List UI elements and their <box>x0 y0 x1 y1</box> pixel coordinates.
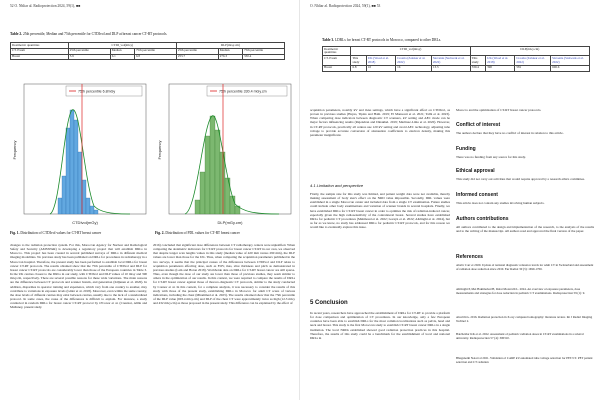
table-cell[interactable]: Slovenia (Stolwerk et al. 2022) <box>551 56 590 65</box>
bar <box>62 176 66 214</box>
table-cell: 6.8 <box>134 54 176 60</box>
bar <box>78 152 82 214</box>
section-heading: 5 Conclusion <box>310 300 348 306</box>
table-cell: 276.3 <box>218 54 242 60</box>
table-cell[interactable]: Slovenia (Stolwerk et al. 2022) <box>431 56 470 65</box>
table-cell[interactable]: UK (Wood et al. 2018) <box>486 56 515 65</box>
table-cell: This study <box>351 56 366 65</box>
table-cell: Dosimetric quantities <box>323 47 351 56</box>
bar <box>90 206 94 214</box>
table-cell: DLP(mGy.cm) <box>470 47 589 56</box>
histogram-ctdi <box>10 80 150 228</box>
table-cell: 75th percentile <box>243 48 285 54</box>
section-heading: Conflict of interest <box>456 122 501 128</box>
table-cell[interactable]: Croatia (Zalokar et al. 2022) <box>515 56 551 65</box>
bar <box>74 120 78 214</box>
table-cell: 10 <box>366 65 395 71</box>
body-text-column-2: Morocco and the optimization of CT-RT breast cancer protocols. <box>456 108 542 112</box>
body-text-column-1b: Firstly, the sample size for this study was limited, and patient weight data were not available, thereby making assessment of body size's effect on the NRD value impossible. Secondly, DRL values were established in a single Moroccan center and included data from a single CT examination. Future studies could include other body examinations and variation of scanner brands in several hospitals. Finally, we have established DRLs for CT-RT breast cancer in order to optimize the risk of radiation-induced cancer, especially given the high radiosensitivity of the contralateral breast. Several studies have established DRLs for pediatric CT procedures (Mahmoud et al. 2022; Gorsyn et al. 2022; AKlinghi et al. 2024), but as far as we know, no study has addressed DRLs for pediatric CT-RT protocols, and for this reason we would like to eventually explore this issue. <box>310 192 450 230</box>
bar <box>82 180 86 214</box>
table-cell: 16 <box>396 65 432 71</box>
table-cell: CTDI_vol(mGy) <box>68 43 176 49</box>
bar <box>210 116 215 214</box>
table-cell: 253.7 <box>176 54 218 60</box>
body-text-column-1: acquisition parameters, notably kV and mAs settings, which have a significant effect on CTDIvol, as proven in previous studies (Hayes, Tipnis and Hahi. 2019; El Mansouri et al. 2021; Talbi et al. 2023). When comparing dose indicators between diagnostic CT scanners, kV setting and AEC mode can be major factors influencing results (Rajendran and Dinakhel. 2019; Martinez-Lima et al. 2020). However, in CT-RT protocols, practically all centres use 120 kV setting and avoid AEC technology, adjusting tube voltage to provide accurate conversion of attenuation coefficients to electron density, making this parameter insignificant. <box>310 108 450 137</box>
table-cell: CT. Exam <box>11 48 69 54</box>
figure-2-caption: Fig. 2. Distribution of PDL values for CT-RT breast cancer <box>155 231 240 235</box>
reference-item: Abeltc Carr et 2020. Update of national diagnostic reference levels for adult CT in Switzerland and assessment of radiation dose reduction since 2010. Eur Radiol 30 (3): 1690-1700. <box>456 264 594 271</box>
bar <box>200 172 205 214</box>
table-cell: Breast <box>323 65 351 71</box>
table-cell: CT. Exam <box>323 56 351 65</box>
table3-caption: Table 3. LDRLs for breast CT-RT protocols in Morocco, compared to other DRLs. <box>322 38 442 42</box>
body-text-column-1c: In recent years, researchers have approached the establishment of DRLs for CT-RT to provide a platform for dose comparison and optimization of CT procedures. In our knowledge, only a few European countries have been able to establish DRLs for the most common localizations such as pelvis, head and neck and breast. This study is the first Moroccan study to establish CT-RT breast cancer DRLs in a single institution. The local NRDs established showed good radiation protection practices in this hospital. Therefore, the results of this study could be a benchmark for the establishment of local and national DRLs in <box>310 311 450 340</box>
reference-item: Alsafi KG. 2016. Radiation protection in X-ray computed tomography: literature review. Int J Radiol Imaging Technol 2. <box>456 316 593 323</box>
table-cell[interactable]: Croatia (Zalokar et al. 2022) <box>396 56 432 65</box>
paragraph: The authors declare that they have no conflict of interest in relation to this article. <box>456 131 564 135</box>
table2 <box>10 42 285 60</box>
reference-item: AKlinghi P, Mei Hakimabad H, Rafat Motavalli L. 2024. An overview of exposure parameters, dose measurements and strategies for dose reduction in pediatric CT examinations. Radioprotection 59 (1): 9. <box>456 288 586 295</box>
bar <box>66 128 70 214</box>
figure-label: 75th percentile 6.8mGy <box>78 89 116 94</box>
table-cell: 390 <box>486 65 515 71</box>
right-page <box>300 0 600 400</box>
table-cell: 13.3 <box>431 65 470 71</box>
reference-item: Batcheldor KK et al. 2022. Assessment of pediatric radiation doses in CT-RT examinations in a referral university. Radioprotection 57 (4): 300310. <box>456 333 584 340</box>
paragraph: All authors contributed to the design and implementation of the research, to the analysis of the results and to the writing of the manuscript. All authors read and approved the final version of the paper. <box>456 225 594 234</box>
y-axis-label: Frequency <box>157 140 162 160</box>
bar <box>58 198 62 214</box>
figure-1 <box>10 80 150 228</box>
table-cell: Median <box>218 48 242 54</box>
section-heading: Ethical approval <box>456 168 495 174</box>
bar <box>86 198 90 214</box>
bar <box>94 210 98 214</box>
paragraph: This article does not contain any studies involving human subjects. <box>456 201 545 205</box>
body-text-column-1: changes to the radiation protection system. For this, Moroccan Agency for Nuclear and Radiological Safety and Security (AMSSNuR) is developing a regulatory project that will establish DRLs in Morocco. This project has been created in several published surveys of DRLs in different medical imaging modalities. No previous study has been published on DRLs for procedures in radiotherapy in a Moroccan hospital. Therefore, the present study has been performed to establish local DRLs for breast cancer CT-RT protocols. The results obtained show that the 75th percentile of CTDIvol and DLP for breast cancer CT-RT protocols are considerably lower than those of the European countries in Table 3. In the UK centres closest to the DRLs in our study, with CTDIvol and DLP values of 10 mGy and 390 mGy.cm, respectively. There are several possible reasons for these wide variations. The main reasons are the difference between CT protocols and scanner brands, and generation (Kiljunen et al. 2020). In addition, disparities in operator training and experience, which vary from one country to another, may contribute to variations in exposure levels (Güler et al. 2018). Moreover, even within the same country, the dose levels of different centres may exist between centres, usually due to the lack of a standardized protocol. In some cases, the cause of the differences is difficult to explain. For instance, a study conducted in random DRLs for breast cancer CT-RT protocol by O'Conor et al. (Creutzat, Alille and Mullaney, present study. <box>10 243 147 310</box>
table-cell: 75th percentile <box>134 48 176 54</box>
table-cell: 25th percentile <box>68 48 110 54</box>
figure-label: 75th percentile 330.4 mGy.cm <box>219 89 267 94</box>
figure-1-caption: Fig. 1. Distribution of CTDIvol values for CT-RT breast cancer <box>10 231 102 235</box>
table3 <box>322 46 590 72</box>
section-heading: Authors contributions <box>456 216 509 222</box>
table-cell[interactable]: UK (Wood et al. 2018) <box>366 56 395 65</box>
table-cell: 5.9 <box>68 54 110 60</box>
table-cell: 330.4 <box>470 65 485 71</box>
table-cell: 581 <box>515 65 551 71</box>
table-cell: 606.6 <box>551 65 590 71</box>
bar <box>195 200 200 214</box>
bar <box>230 196 235 214</box>
paragraph: There was no funding from any source for this study. <box>456 155 526 159</box>
table-cell: Dosimetric quantities <box>11 43 69 49</box>
table-cell: DLP(mGy.cm) <box>176 43 284 49</box>
x-axis-label: DLP(mGy.cm) <box>217 220 243 225</box>
section-heading: Funding <box>456 146 476 152</box>
table-cell: 330.4 <box>243 54 285 60</box>
page-header: 52 O. Nhliar al. Radioprotection 2024, 59(1), ■■ <box>10 4 81 8</box>
figure-2 <box>155 80 295 228</box>
page-header: O. Nhliar al. Radioprotection 2024, 59(1), ■■ 53 <box>310 4 381 8</box>
table2-caption: Table 2. 25th percentile, Median and 75th percentile for CTDIvol and DLP at breast cancer CT-RT protocols. <box>10 32 168 36</box>
table-cell: 25th percentile <box>176 48 218 54</box>
bar <box>220 152 225 214</box>
table-cell: 6.1 <box>110 54 134 60</box>
reference-item: Bhaganonh NAart al 2021. Validation of CARE kV-automated tube voltage selection for PET/CT. PET patient selection and CT radiation <box>456 357 593 364</box>
y-axis-label: Frequency <box>12 140 17 160</box>
x-axis-label: CTDIvol(mGy) <box>72 220 98 225</box>
histogram-dlp <box>155 80 295 228</box>
table-cell: 6.8 <box>351 65 366 71</box>
table-cell: CTDI_vol(mGy) <box>351 47 470 56</box>
section-heading: Informed consent <box>456 192 498 198</box>
table-cell: Breast <box>11 54 69 60</box>
section-heading: References <box>456 254 483 260</box>
bar <box>70 110 74 214</box>
paragraph: This study did not carry out activities that would require approval by a research ethics committee. <box>456 177 585 181</box>
subsection-heading: 4.1 Limitation and perspective <box>310 183 364 188</box>
table-cell: This study <box>470 56 485 65</box>
table-cell: Median <box>110 48 134 54</box>
bar <box>215 130 220 214</box>
bar <box>205 136 210 214</box>
body-text-column-2: 2016) concluded that significant dose differences between CT radiotherapy centers were unjustified. When comparing the dosimetric indicators for CT-RT protocols for breast cancer CT-RT in our own, we observed that despite longer scan lengths values in this study (median value of 420 mm versus 290 mm), the DLP values are lower than those for the UK. Thus, when comparing the acquisition parameters published in the two surveys, it seems that the principal causes of the differences between CTDIvol and DLP relate to acquisition parameters affecting dose, such as FOV, mas, slice thickness and pitch as demonstrated in previous studies (Lam and Hotan 2018). Worldwide data on DRLs for CT-RT breast cancer are still sparse. Thus, even though the dose of our study are lower than those of previous studies, they seem similar to others in the optimization of our results. In this context, we were required to compare the results of DRLs for CT-RT breast cancer against those of thoraco-diagnostic CT protocols, similar to the study conducted by Connor et al. In this context, for a complete analysis, it was necessary to consider the results of this study with those of the present study, establishing DRLs in Morocco for adult CT scans of various indications, including the chest (Mhammed et al. 2023). The results obtained show that the 75th percentile of the DLP value (603.4 mGy.cm) and DLP of the chest CT were approximately twice as high (12.3 mGy and 432 mGy.cm) as those proposed in the present study. This difference can be explained by the effect of <box>153 243 295 306</box>
